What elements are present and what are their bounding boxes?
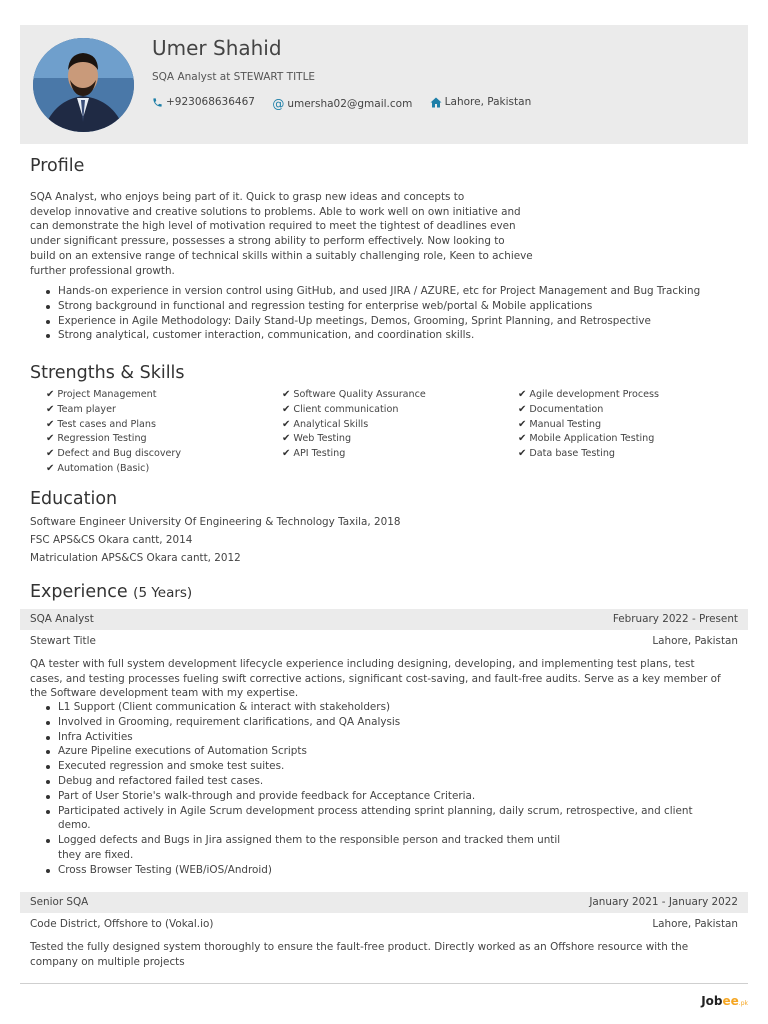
skill-item: ✔ Data base Testing: [518, 448, 615, 460]
skills-heading: Strengths & Skills: [30, 363, 185, 383]
skill-item: ✔ Automation (Basic): [46, 462, 150, 474]
checkmark-icon: ✔: [46, 418, 55, 430]
job-company: Stewart Title: [30, 635, 96, 647]
job-role: SQA Analyst: [30, 613, 94, 625]
skill-item: ✔ Web Testing: [282, 433, 352, 445]
education-heading: Education: [30, 489, 118, 509]
job-description: [30, 657, 721, 701]
home-icon: [430, 97, 442, 108]
phone-text: +923068636467: [166, 96, 255, 108]
skill-item: ✔ Client communication: [282, 403, 399, 415]
job-description: [30, 940, 688, 969]
job-header: [20, 609, 748, 630]
description-line: QA tester with full system development lifecycle experience including designing, developing, and implementing test plans, test: [30, 658, 695, 670]
description-line: Tested the fully designed system thoroughly to ensure the fault-free product. Directly worked as an Offshore resource with the: [30, 941, 689, 953]
summary-line: under significant pressure, possesses a strong ability to perform effectively. Now looking to: [30, 235, 505, 248]
list-item: Strong background in functional and regression testing for enterprise web/portal & Mobile applications: [44, 299, 700, 314]
skill-item: ✔ Documentation: [518, 403, 604, 415]
list-item: Debug and refactored failed test cases.: [44, 774, 693, 789]
skill-item: ✔ Defect and Bug discovery: [46, 448, 182, 460]
list-item: Hands-on experience in version control using GitHub, and used JIRA / AZURE, etc for Project Management and Bug Tracking: [44, 284, 700, 299]
skill-item: ✔ Team player: [46, 403, 116, 415]
contact-info: [152, 96, 545, 111]
list-item: Azure Pipeline executions of Automation Scripts: [44, 744, 693, 759]
summary-line: can demonstrate the high level of motivation required to meet the tightest of deadlines even: [30, 220, 516, 233]
job-dates: February 2022 - Present: [612, 613, 738, 625]
checkmark-icon: ✔: [282, 418, 291, 430]
job-dates: January 2021 - January 2022: [589, 896, 738, 908]
skill-item: ✔ Regression Testing: [46, 433, 147, 445]
candidate-name: Umer Shahid: [152, 36, 282, 60]
avatar-image: [33, 38, 134, 132]
checkmark-icon: ✔: [46, 448, 55, 460]
skills-column: [282, 388, 518, 477]
contact-email[interactable]: [272, 97, 412, 111]
list-item: L1 Support (Client communication & interact with stakeholders): [44, 700, 693, 715]
list-item: Executed regression and smoke test suites.: [44, 759, 693, 774]
checkmark-icon: ✔: [46, 462, 55, 474]
summary-line: further professional growth.: [30, 264, 175, 277]
skill-item: ✔ Software Quality Assurance: [282, 389, 426, 400]
checkmark-icon: ✔: [518, 448, 527, 460]
list-item: Part of User Storie's walk-through and provide feedback for Acceptance Criteria.: [44, 789, 693, 804]
profile-photo: [33, 38, 134, 132]
at-icon: @: [272, 96, 285, 111]
skills-grid: [46, 388, 746, 477]
checkmark-icon: ✔: [518, 403, 527, 415]
list-item: Experience in Agile Methodology: Daily Stand-Up meetings, Demos, Grooming, Sprint Planning, and Retrospective: [44, 314, 700, 329]
job-company: Code District, Offshore to (Vokal.io): [30, 918, 214, 930]
list-item: Logged defects and Bugs in Jira assigned them to the responsible person and tracked them until: [44, 833, 693, 848]
description-line: the Software development team with my expertise.: [30, 687, 299, 700]
profile-summary: [30, 190, 533, 278]
skill-item: ✔ Manual Testing: [518, 418, 602, 430]
list-item: Strong analytical, customer interaction, communication, and coordination skills.: [44, 328, 700, 343]
job-meta: [30, 918, 738, 930]
checkmark-icon: ✔: [46, 433, 55, 445]
footer-divider: [20, 983, 748, 984]
skill-item: ✔ Mobile Application Testing: [518, 433, 655, 445]
skills-column: [46, 388, 282, 477]
checkmark-icon: ✔: [282, 389, 291, 400]
contact-phone[interactable]: [152, 96, 255, 108]
job-header: [20, 892, 748, 913]
education-item: Software Engineer University Of Engineering & Technology Taxila, 2018: [30, 516, 401, 528]
checkmark-icon: ✔: [518, 418, 527, 430]
education-item: FSC APS&CS Okara cantt, 2014: [30, 534, 193, 546]
job-responsibilities: [44, 700, 693, 878]
location-text: Lahore, Pakistan: [444, 96, 532, 108]
skill-item: ✔ Test cases and Plans: [46, 418, 156, 430]
experience-heading: [30, 582, 192, 602]
list-item: Involved in Grooming, requirement clarifications, and QA Analysis: [44, 715, 693, 730]
summary-line: SQA Analyst, who enjoys being part of it. Quick to grasp new ideas and concepts to: [30, 191, 465, 203]
list-item: Infra Activities: [44, 730, 693, 745]
checkmark-icon: ✔: [282, 433, 291, 445]
profile-highlights: [44, 284, 700, 343]
skill-item: ✔ Agile development Process: [518, 389, 660, 400]
job-meta: [30, 635, 738, 647]
skill-item: ✔ Project Management: [46, 389, 157, 400]
list-item: Cross Browser Testing (WEB/iOS/Android): [44, 863, 693, 878]
candidate-job-title: SQA Analyst at STEWART TITLE: [152, 71, 316, 83]
skill-item: ✔ Analytical Skills: [282, 418, 369, 430]
list-item-continuation: they are fixed.: [58, 848, 134, 861]
checkmark-icon: ✔: [46, 403, 55, 415]
phone-icon: [152, 97, 163, 108]
checkmark-icon: ✔: [46, 389, 55, 400]
job-location: Lahore, Pakistan: [652, 635, 738, 647]
skill-item: ✔ API Testing: [282, 448, 346, 460]
job-role: Senior SQA: [30, 896, 89, 908]
list-item-continuation: demo.: [58, 819, 91, 832]
experience-title: Experience: [30, 582, 128, 602]
description-line: company on multiple projects: [30, 955, 185, 968]
job-location: Lahore, Pakistan: [652, 918, 738, 930]
checkmark-icon: ✔: [518, 433, 527, 445]
summary-line: develop innovative and creative solutions to problems. Able to work well on own initiative and: [30, 205, 521, 218]
summary-line: build on an extensive range of technical skills within a suitably challenging role, Keen to achieve: [30, 249, 533, 262]
education-item: Matriculation APS&CS Okara cantt, 2012: [30, 552, 241, 564]
list-item: Participated actively in Agile Scrum development process attending sprint planning, daily scrum, retrospective, and client: [44, 804, 693, 819]
email-text: umersha02@gmail.com: [287, 97, 413, 110]
resume-header: [20, 25, 748, 144]
profile-heading: Profile: [30, 156, 85, 176]
jobee-logo[interactable]: Jobee.pk: [701, 994, 748, 1008]
skills-column: [518, 388, 746, 477]
checkmark-icon: ✔: [518, 389, 527, 400]
description-line: cases, and testing processes fueling swift corrective actions, significant cost-saving, and fault-free audits. Serve as a key member of: [30, 672, 721, 685]
experience-years: (5 Years): [133, 585, 193, 601]
checkmark-icon: ✔: [282, 448, 291, 460]
contact-location: [430, 96, 532, 108]
checkmark-icon: ✔: [282, 403, 291, 415]
